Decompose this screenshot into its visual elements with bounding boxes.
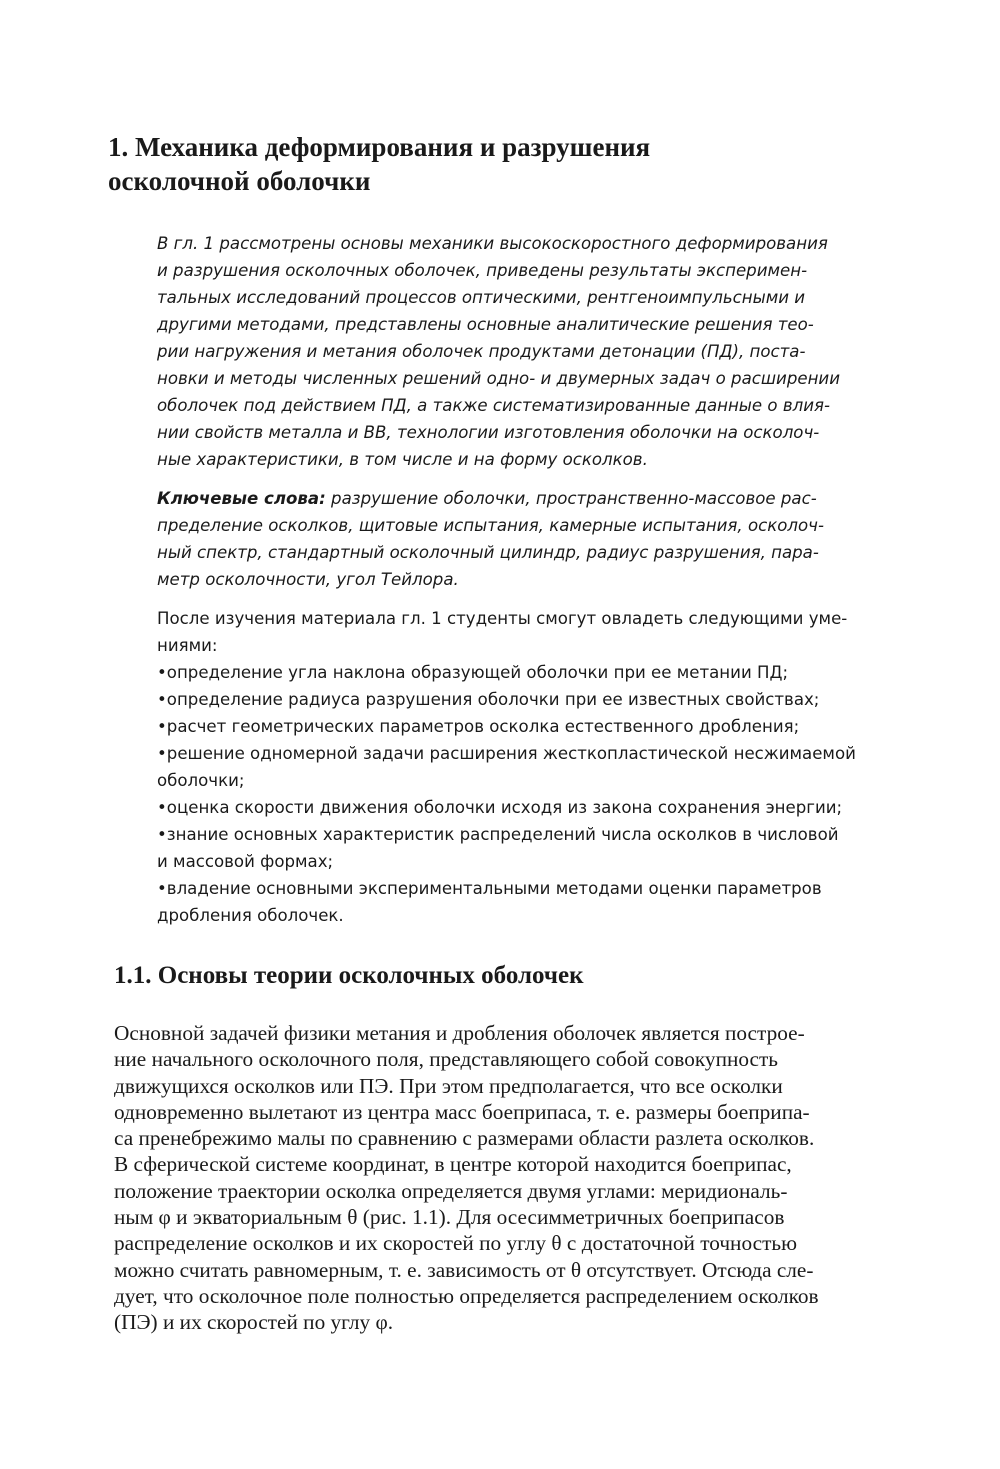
list-item-text: определение угла наклона образующей оболочки при ее метании ПД; (166, 663, 789, 682)
list-item-text: владение основными экспериментальными методами оценки параметров (166, 879, 822, 898)
keywords-block (157, 485, 905, 593)
abstract-line: ные характеристики, в том числе и на форму осколков. (157, 450, 648, 469)
abstract-line: тальных исследований процессов оптическими, рентгеноимпульсными и (157, 288, 806, 307)
bullet-icon: • (157, 717, 167, 736)
learning-outcomes-list (157, 659, 905, 929)
body-paragraph (114, 1020, 944, 1336)
abstract-line: В гл. 1 рассмотрены основы механики высокоскоростного деформирования (157, 234, 828, 253)
abstract-line: нии свойств металла и ВВ, технологии изготовления оболочки на осколоч- (157, 423, 820, 442)
body-line: ным φ и экваториальным θ (рис. 1.1). Для осесимметричных боеприпасов (114, 1205, 785, 1230)
intro-line: ниями: (157, 636, 218, 655)
list-item-text: дробления оболочек. (157, 906, 344, 925)
body-line: ние начального осколочного поля, представляющего собой совокупность (114, 1047, 779, 1072)
list-item (157, 821, 905, 875)
chapter-abstract (157, 230, 905, 473)
list-item (157, 713, 905, 740)
body-line: движущихся осколков или ПЭ. При этом предполагается, что все осколки (114, 1073, 783, 1098)
bullet-icon: • (157, 690, 167, 709)
keywords-line: разрушение оболочки, пространственно-массовое рас- (325, 489, 817, 508)
list-item-text: и массовой формах; (157, 852, 334, 871)
chapter-title-line: 1. Механика деформирования и разрушения (108, 132, 651, 162)
list-item-text: расчет геометрических параметров осколка естественного дробления; (166, 717, 800, 736)
list-item (157, 686, 905, 713)
list-item-text: знание основных характеристик распределений числа осколков в числовой (166, 825, 839, 844)
abstract-line: новки и методы численных решений одно- и двумерных задач о расширении (157, 369, 840, 388)
bullet-icon: • (157, 744, 167, 763)
list-item (157, 659, 905, 686)
bullet-icon: • (157, 663, 167, 682)
list-item (157, 740, 905, 794)
body-line: Основной задачей физики метания и дробления оболочек является построе- (114, 1021, 805, 1045)
body-line: распределение осколков и их скоростей по углу θ с достаточной точностью (114, 1231, 798, 1256)
abstract-line: и разрушения осколочных оболочек, приведены результаты эксперимен- (157, 261, 808, 280)
keywords-line: пределение осколков, щитовые испытания, камерные испытания, осколоч- (157, 516, 824, 535)
body-line: дует, что осколочное поле полностью определяется распределением осколков (114, 1283, 819, 1308)
abstract-line: оболочек под действием ПД, а также систематизированные данные о влия- (157, 396, 830, 415)
keywords-label: Ключевые слова: (157, 489, 326, 508)
body-line: положение траектории осколка определяется двумя углами: меридиональ- (114, 1178, 788, 1203)
keywords-first-line (157, 485, 905, 512)
list-item-text: оценка скорости движения оболочки исходя из закона сохранения энергии; (166, 798, 843, 817)
section-title: 1.1. Основы теории осколочных оболочек (114, 962, 584, 989)
body-line: одновременно вылетают из центра масс боеприпаса, т. е. размеры боеприпа- (114, 1099, 810, 1124)
learning-outcomes-intro (157, 605, 905, 659)
list-item-text: оболочки; (157, 771, 245, 790)
bullet-icon: • (157, 825, 167, 844)
body-line: можно считать равномерным, т. е. зависимость от θ отсутствует. Отсюда сле- (114, 1257, 814, 1282)
list-item-text: определение радиуса разрушения оболочки при ее известных свойствах; (166, 690, 820, 709)
abstract-line: рии нагружения и метания оболочек продуктами детонации (ПД), поста- (157, 342, 806, 361)
list-item (157, 875, 905, 929)
abstract-line: другими методами, представлены основные аналитические решения тео- (157, 315, 814, 334)
list-item (157, 794, 905, 821)
bullet-icon: • (157, 798, 167, 817)
bullet-icon: • (157, 879, 167, 898)
body-line: В сферической системе координат, в центре которой находится боеприпас, (114, 1152, 792, 1177)
chapter-title-line: осколочной оболочки (108, 166, 371, 196)
list-item-text: решение одномерной задачи расширения жесткопластической несжимаемой (166, 744, 856, 763)
keywords-line: ный спектр, стандартный осколочный цилиндр, радиус разрушения, пара- (157, 543, 819, 562)
keywords-line: метр осколочности, угол Тейлора. (157, 570, 459, 589)
intro-line: После изучения материала гл. 1 студенты смогут овладеть следующими уме- (157, 609, 848, 628)
chapter-title (108, 130, 888, 198)
body-line: са пренебрежимо малы по сравнению с размерами области разлета осколков. (114, 1126, 815, 1151)
body-line: (ПЭ) и их скоростей по углу φ. (114, 1310, 394, 1335)
